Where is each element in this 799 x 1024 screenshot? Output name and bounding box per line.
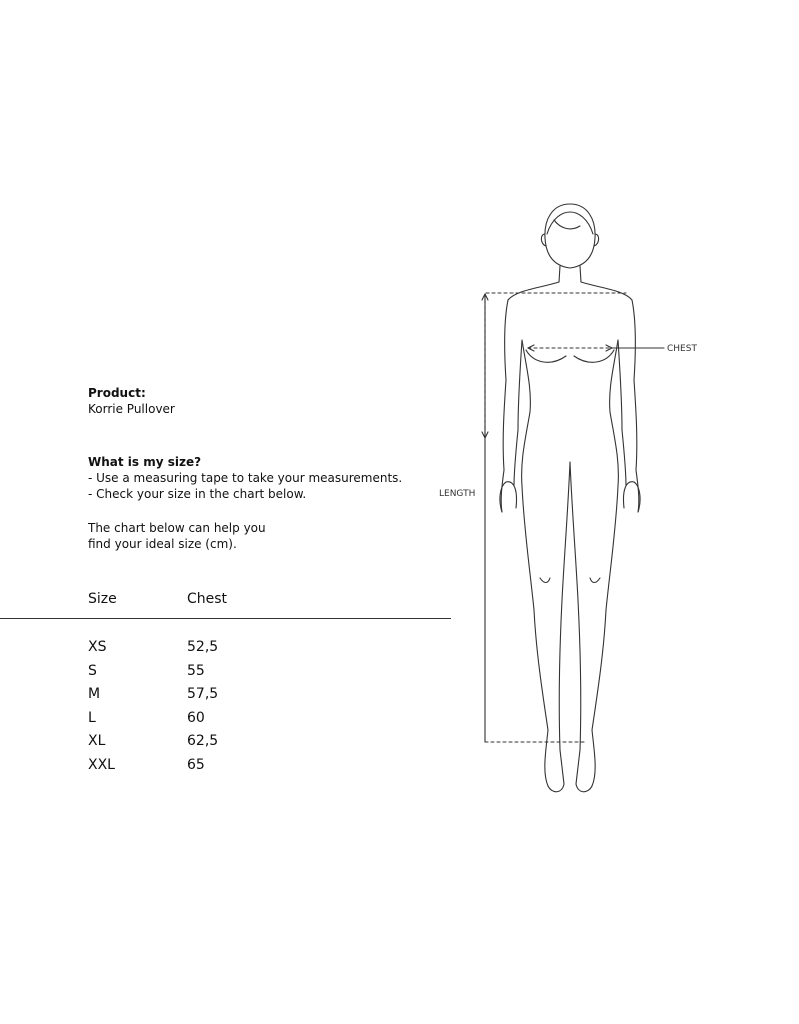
- product-label: Product:: [88, 386, 146, 400]
- table-divider: [0, 618, 451, 619]
- body-measurement-figure: [430, 190, 730, 800]
- chest-cell: 65: [187, 756, 205, 773]
- size-cell: XS: [88, 639, 107, 655]
- chest-cell: 60: [187, 709, 205, 726]
- guide-step: - Use a measuring tape to take your measurements.: [88, 471, 403, 485]
- guide-note: find your ideal size (cm).: [88, 537, 237, 551]
- table-row: [88, 685, 448, 709]
- size-cell: L: [88, 709, 96, 726]
- table-row: [88, 662, 448, 686]
- size-guide-info: [88, 385, 428, 552]
- guide-step: - Check your size in the chart below.: [88, 487, 307, 501]
- chest-cell: 55: [187, 662, 205, 679]
- header-chest: Chest: [187, 591, 228, 607]
- table-row: [88, 732, 448, 756]
- figure-outline: [500, 204, 640, 792]
- size-cell: XXL: [88, 756, 115, 773]
- size-cell: S: [88, 662, 97, 679]
- length-label: LENGTH: [439, 489, 476, 499]
- table-row: [88, 756, 448, 780]
- table-row: [88, 638, 448, 662]
- table-row: [88, 709, 448, 733]
- size-question: What is my size?: [88, 455, 202, 469]
- size-cell: XL: [88, 733, 106, 749]
- header-size: Size: [88, 591, 117, 607]
- guide-note: The chart below can help you: [88, 521, 266, 535]
- product-name: Korrie Pullover: [88, 402, 175, 416]
- chest-cell: 62,5: [187, 733, 219, 749]
- chest-label: CHEST: [667, 344, 697, 354]
- size-table-body: [88, 638, 448, 779]
- chest-cell: 52,5: [187, 639, 219, 655]
- chest-cell: 57,5: [187, 686, 219, 702]
- size-cell: M: [88, 686, 101, 702]
